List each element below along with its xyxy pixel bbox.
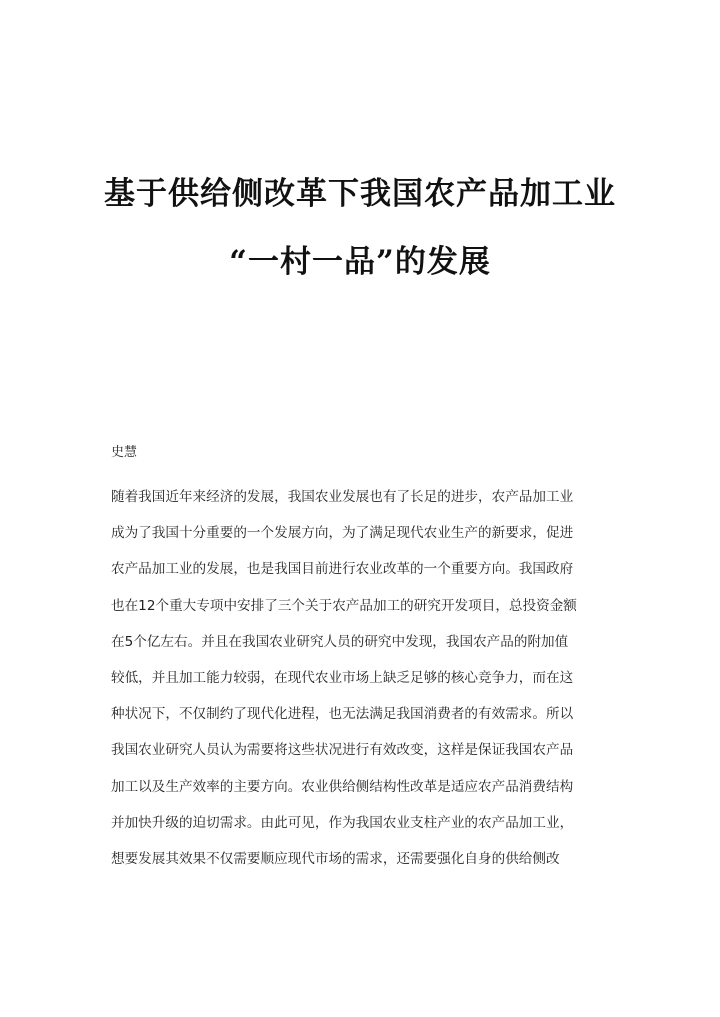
body-line: 并加快升级的迫切需求。由此可见，作为我国农业支柱产业的农产品加工业，	[111, 814, 574, 831]
body-line: 也在12个重大专项中安排了三个关于农产品加工的研究开发项目，总投资金额	[111, 597, 577, 614]
body-line: 成为了我国十分重要的一个发展方向，为了满足现代农业生产的新要求，促进	[111, 525, 574, 542]
author-name: 史慧	[111, 445, 138, 460]
document-title-line-2: “一村一品”的发展	[229, 244, 491, 280]
body-line: 我国农业研究人员认为需要将这些状况进行有效改变，这样是保证我国农产品	[111, 742, 574, 759]
document-title-line-1: 基于供给侧改革下我国农产品加工业	[104, 176, 616, 212]
body-line: 较低，并且加工能力较弱，在现代农业市场上缺乏足够的核心竞争力，而在这	[111, 669, 574, 686]
body-text	[111, 485, 611, 883]
body-line: 加工以及生产效率的主要方向。农业供给侧结构性改革是适应农产品消费结构	[111, 778, 574, 795]
body-line: 农产品加工业的发展，也是我国目前进行农业改革的一个重要方向。我国政府	[111, 561, 574, 578]
body-line: 想要发展其效果不仅需要顺应现代市场的需求，还需要强化自身的供给侧改	[111, 850, 560, 867]
body-line: 随着我国近年来经济的发展，我国农业发展也有了长足的进步，农产品加工业	[111, 489, 574, 505]
body-line: 种状况下，不仅制约了现代化进程，也无法满足我国消费者的有效需求。所以	[111, 706, 574, 723]
body-line: 在5个亿左右。并且在我国农业研究人员的研究中发现，我国农产品的附加值	[111, 633, 569, 650]
